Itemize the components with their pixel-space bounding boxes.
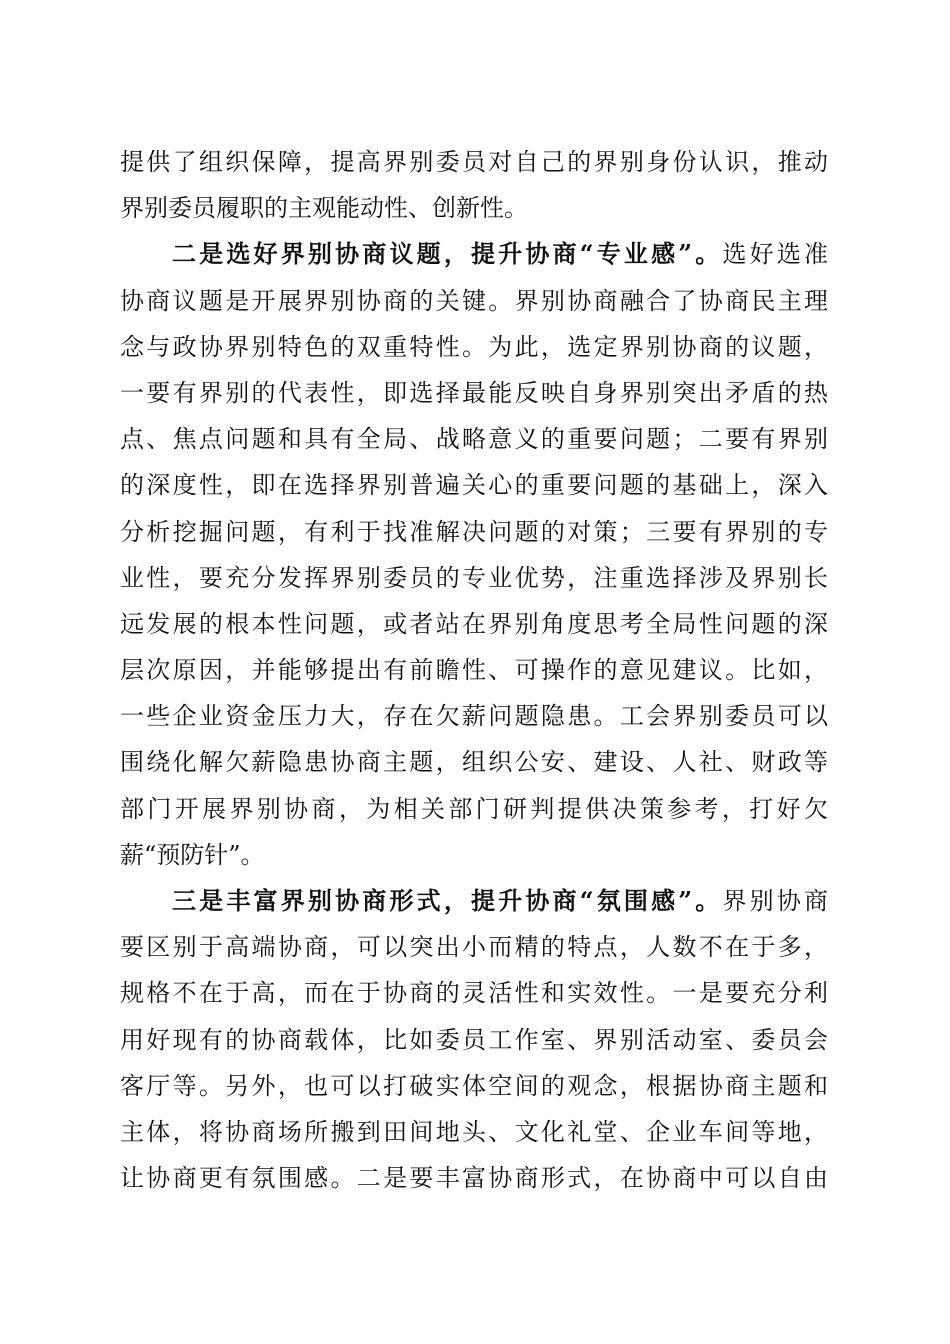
paragraph-2 (120, 231, 828, 878)
text-line: 围绕化解欠薪隐患协商主题，组织公安、建设、人社、财政等 (120, 748, 828, 777)
text-line: 点、焦点问题和具有全局、战略意义的重要问题；二要有界别 (120, 425, 828, 454)
text-line: 客厅等。另外，也可以打破实体空间的观念，根据协商主题和 (120, 1071, 828, 1100)
text-line: 一要有界别的代表性，即选择最能反映自身界别突出矛盾的热 (120, 378, 828, 407)
text-run: 选好选准 (722, 240, 828, 269)
text-run: 界别协商 (722, 887, 828, 915)
text-line: 分析挖掘问题，有利于找准解决问题的对策；三要有界别的专 (120, 517, 828, 546)
text-line: 部门开展界别协商，为相关部门研判提供决策参考，打好欠 (120, 794, 828, 823)
text-line-first (120, 878, 828, 924)
text-line: 提供了组织保障，提高界别委员对自己的界别身份认识，推动 (120, 148, 828, 176)
paragraph-heading: 三是丰富界别协商形式，提升协商“氛围感”。 (172, 886, 723, 915)
text-line: 协商议题是开展界别协商的关键。界别协商融合了协商民主理 (120, 286, 828, 315)
text-line: 一些企业资金压力大，存在欠薪问题隐患。工会界别委员可以 (120, 702, 828, 731)
text-line: 层次原因，并能够提出有前瞻性、可操作的意见建议。比如， (120, 656, 828, 685)
text-line: 业性，要充分发挥界别委员的专业优势，注重选择涉及界别长 (120, 563, 828, 592)
text-line: 主体，将协商场所搬到田间地头、文化礼堂、企业车间等地， (120, 1117, 828, 1146)
text-line-first (120, 231, 828, 277)
text-line: 让协商更有氛围感。二是要丰富协商形式，在协商中可以自由 (120, 1164, 828, 1193)
paragraph-heading: 二是选好界别协商议题，提升协商“专业感”。 (172, 239, 723, 269)
text-line: 要区别于高端协商，可以突出小而精的特点，人数不在于多， (120, 933, 828, 962)
text-line: 规格不在于高，而在于协商的灵活性和实效性。一是要充分利 (120, 979, 828, 1008)
text-line: 薪“预防针”。 (120, 840, 265, 869)
document-body (120, 139, 828, 1201)
text-line: 远发展的根本性问题，或者站在界别角度思考全局性问题的深 (120, 609, 828, 638)
text-line: 的深度性，即在选择界别普遍关心的重要问题的基础上，深入 (120, 471, 828, 500)
text-line: 用好现有的协商载体，比如委员工作室、界别活动室、委员会 (120, 1025, 828, 1054)
paragraph-1 (120, 139, 828, 231)
text-line: 界别委员履职的主观能动性、创新性。 (120, 194, 528, 223)
paragraph-3 (120, 878, 828, 1201)
text-line: 念与政协界别特色的双重特性。为此，选定界别协商的议题， (120, 332, 828, 361)
